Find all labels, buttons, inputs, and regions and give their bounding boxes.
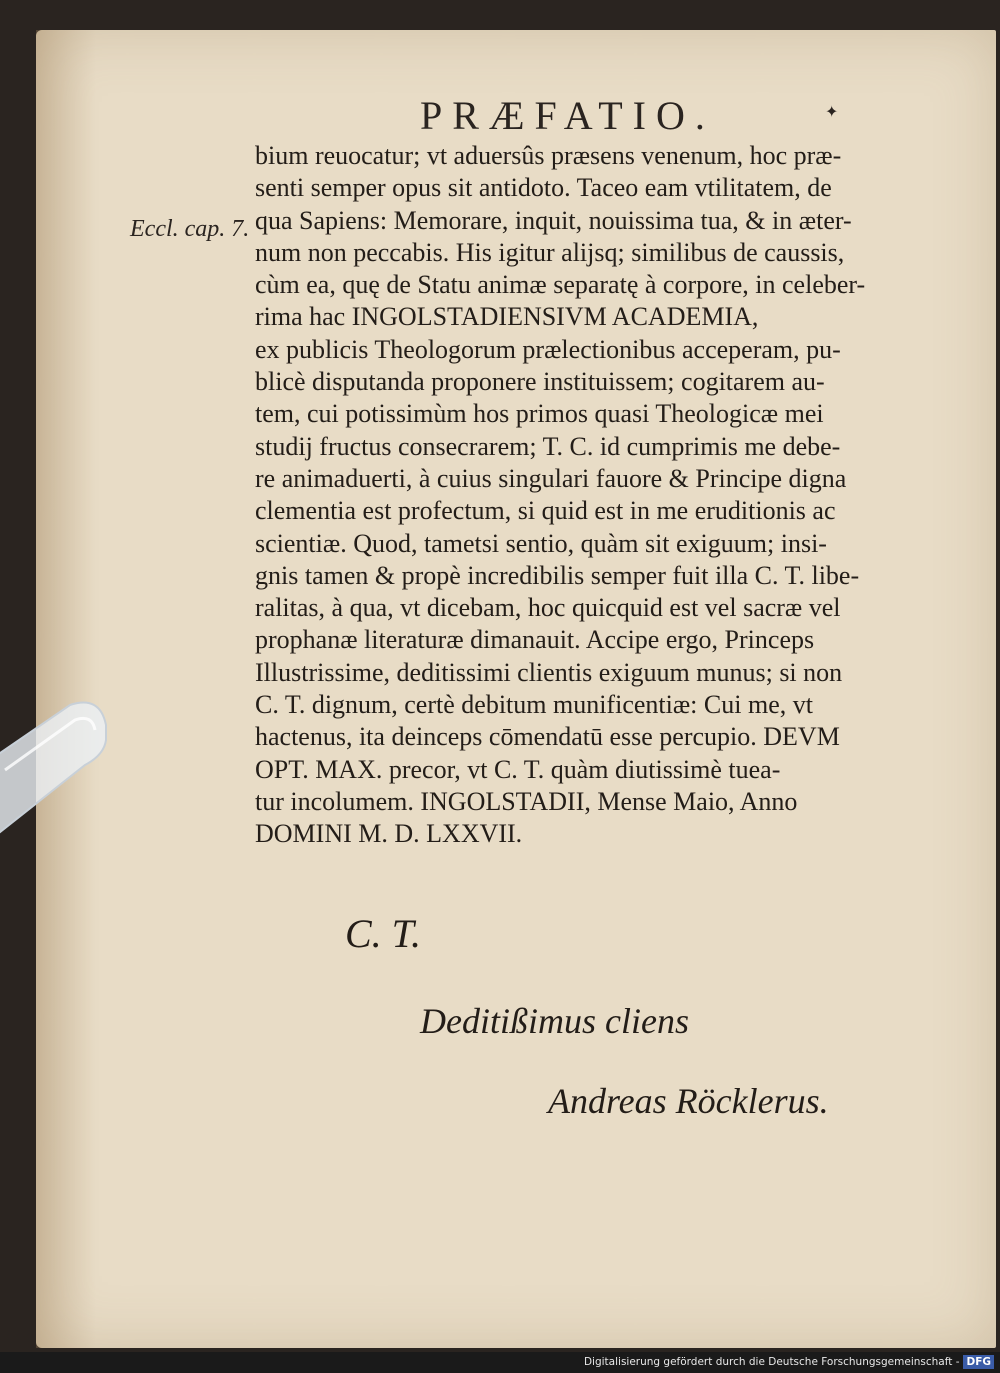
text-line: hactenus, ita deinceps cōmendatū esse percupio. DEVM [255, 722, 840, 752]
text-line: bium reuocatur; vt aduersûs præsens venenum, hoc præ- [255, 141, 842, 170]
text-line: rima hac INGOLSTADIENSIVM ACADEMIA, [255, 302, 759, 332]
footer-bar [0, 1352, 1000, 1373]
text-line: num non peccabis. His igitur alijsq; similibus de caussis, [255, 237, 845, 267]
marginal-note: Eccl. cap. 7. [130, 216, 250, 242]
text-line: senti semper opus sit antidoto. Taceo eam vtilitatem, de [255, 173, 832, 203]
text-line: ex publicis Theologorum prælectionibus acceperam, pu- [255, 334, 841, 364]
page-heading: PRÆFATIO. [420, 93, 715, 138]
page-stain [36, 30, 96, 1348]
text-line: tem, cui potissimùm hos primos quasi Theologicæ mei [255, 399, 824, 429]
text-line: scientiæ. Quod, tametsi sentio, quàm sit exiguum; insi- [255, 528, 827, 558]
text-line: ralitas, à qua, vt dicebam, hoc quicquid est vel sacræ vel [255, 593, 841, 623]
signature-initials: C. T. [345, 911, 421, 956]
body-text [255, 140, 915, 851]
signature-name: Andreas Röcklerus. [548, 1081, 829, 1121]
text-line: C. T. dignum, certè debitum munificentiæ: Cui me, vt [255, 690, 813, 720]
text-line: clementia est profectum, si quid est in me eruditionis ac [255, 496, 836, 526]
footer-text: Digitalisierung gefördert durch die Deutsche Forschungsgemeinschaft - [583, 1356, 960, 1368]
text-line: studij fructus consecrarem; T. C. id cumprimis me debe- [255, 431, 841, 461]
book-page [36, 30, 996, 1348]
text-line: tur incolumem. INGOLSTADII, Mense Maio, Anno [255, 786, 798, 816]
signature-closing: Deditißimus cliens [420, 1001, 689, 1041]
text-line: gnis tamen & propè incredibilis semper fuit illa C. T. libe- [255, 560, 860, 590]
page-clamp [0, 700, 108, 845]
text-line: DOMINI M. D. LXXVII. [255, 819, 523, 849]
text-line: blicè disputanda proponere instituissem; cogitarem au- [255, 367, 825, 397]
text-line: re animaduerti, à cuius singulari fauore & Principe digna [255, 463, 847, 493]
ornament-mark: ✦ [825, 104, 839, 121]
text-line: Illustrissime, deditissimi clientis exiguum munus; si non [255, 657, 843, 687]
text-line: qua Sapiens: Memorare, inquit, nouissima tua, & in æter- [255, 205, 852, 235]
text-line: OPT. MAX. precor, vt C. T. quàm diutissimè tuea- [255, 754, 781, 784]
dfg-logo: DFG [963, 1355, 994, 1369]
text-line: prophanæ literaturæ dimanauit. Accipe ergo, Princeps [255, 625, 815, 655]
text-line: cùm ea, quę de Statu animæ separatę à corpore, in celeber- [255, 270, 866, 300]
